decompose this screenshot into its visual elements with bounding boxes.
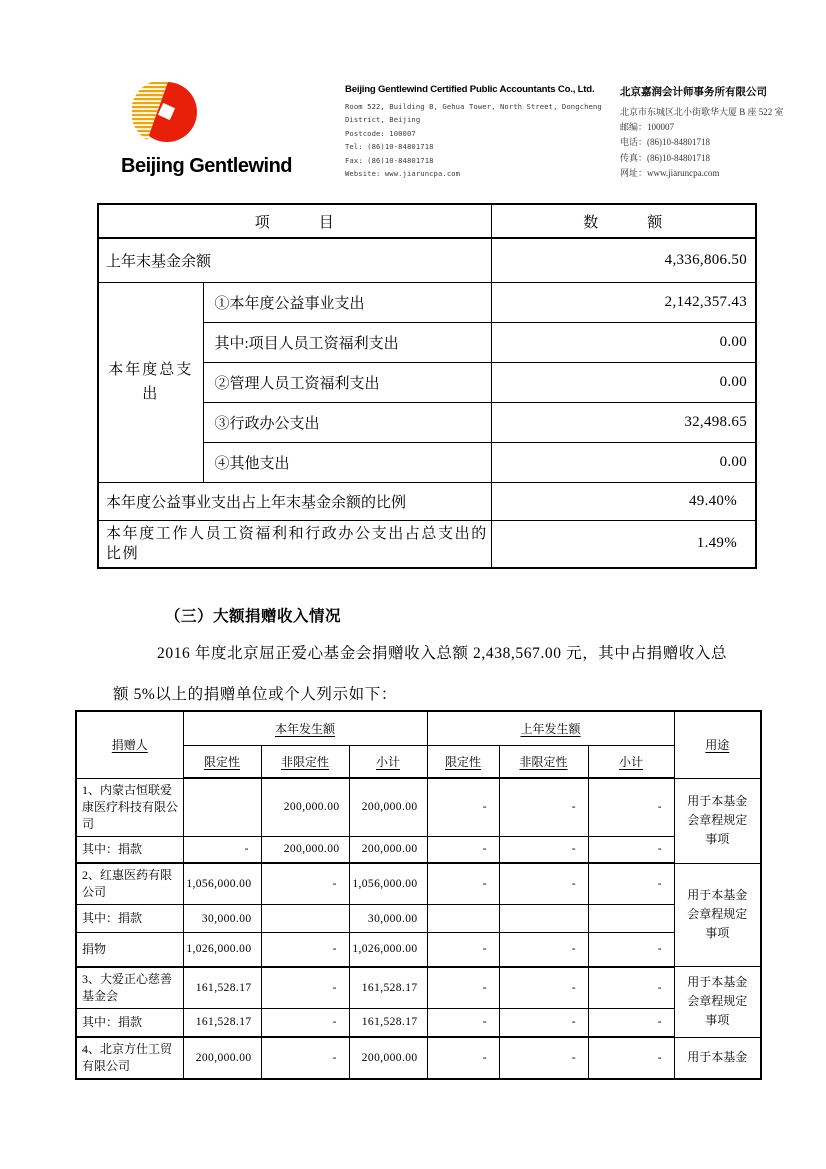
amount-cell: 30,000.00 [183, 905, 261, 933]
amount-cell: - [588, 863, 674, 905]
contact-line-en: Room 522, Building B, Gehua Tower, North Street, Dongcheng [345, 102, 602, 111]
amount-cell: - [183, 836, 261, 863]
amount-cell: - [499, 1008, 588, 1037]
contact-line-zh: 邮编：100007 [620, 122, 675, 133]
amount-cell: 200,000.00 [183, 1037, 261, 1079]
contact-line-en: Tel: (86)10-84801718 [345, 142, 434, 152]
row-value: 0.00 [491, 362, 756, 402]
company-name-zh: 北京嘉润会计师事务所有限公司 [620, 86, 767, 98]
header-cell-restricted: 限定性 [427, 745, 499, 778]
row-value: 0.00 [491, 442, 756, 482]
row-label: 本年度公益事业支出占上年末基金余额的比例 [98, 482, 491, 520]
amount-cell: - [261, 933, 349, 967]
table-row [76, 905, 761, 933]
amount-cell: - [588, 1008, 674, 1037]
amount-cell: 161,528.17 [183, 967, 261, 1009]
table-row [76, 778, 761, 836]
intro-paragraph: 2016 年度北京屈正爱心基金会捐赠收入总额 2,438,567.00 元，其中占捐赠收入总额 5%以上的捐赠单位或个人列示如下： [113, 645, 728, 703]
contact-line-en: Website: www.jiaruncpa.com [345, 169, 461, 179]
amount-cell: 200,000.00 [349, 836, 427, 863]
amount-cell: - [427, 933, 499, 967]
amount-cell: 200,000.00 [349, 778, 427, 836]
header-cell-subtotal: 小计 [349, 745, 427, 778]
row-label: 本年度工作人员工资福利和行政办公支出占总支出的比例 [98, 520, 491, 568]
amount-cell: 200,000.00 [261, 836, 349, 863]
contact-line-en: Postcode: 100007 [345, 128, 416, 138]
group-label-total-expense: 本年度总支出 [98, 282, 203, 482]
purpose-cell: 用于本基金会章程规定事项 [674, 778, 761, 863]
donation-table [75, 710, 762, 1080]
amount-cell [588, 905, 674, 933]
donor-cell: 3、大爱正心慈善基金会 [76, 967, 183, 1009]
amount-cell: 200,000.00 [349, 1037, 427, 1079]
amount-cell [427, 905, 499, 933]
amount-cell [261, 905, 349, 933]
amount-cell: 161,528.17 [349, 1008, 427, 1037]
table-row [76, 836, 761, 863]
donor-cell: 捐物 [76, 933, 183, 967]
row-label: ③行政办公支出 [203, 402, 491, 442]
amount-cell: - [499, 967, 588, 1009]
amount-cell: - [261, 967, 349, 1009]
letterhead-english-block [345, 84, 602, 180]
amount-cell: - [261, 1008, 349, 1037]
amount-cell: 30,000.00 [349, 905, 427, 933]
donor-cell: 2、红惠医药有限公司 [76, 863, 183, 905]
table-row [76, 933, 761, 967]
company-logo-icon [132, 79, 200, 149]
row-label: ④其他支出 [203, 442, 491, 482]
contact-line-zh: 网址：www.jiaruncpa.com [620, 167, 720, 178]
amount-cell: - [427, 1037, 499, 1079]
row-value: 1.49% [491, 520, 756, 568]
expenditure-summary-table [97, 203, 757, 569]
header-cell-prev-year: 上年发生额 [427, 711, 674, 745]
header-cell-restricted: 限定性 [183, 745, 261, 778]
amount-cell: - [588, 1037, 674, 1079]
donor-cell: 4、北京方仕工贸有限公司 [76, 1037, 183, 1079]
contact-line-zh: 传真：(86)10-84801718 [620, 152, 710, 163]
purpose-cell: 用于本基金会章程规定事项 [674, 863, 761, 967]
table-row [76, 863, 761, 905]
header-cell-purpose: 用途 [674, 711, 761, 778]
row-label: 其中:项目人员工资福利支出 [203, 322, 491, 362]
contact-line-en: District, Beijing [345, 115, 421, 125]
header-cell-amount: 数 额 [491, 204, 756, 238]
amount-cell: - [499, 933, 588, 967]
letterhead-chinese-block [620, 84, 826, 181]
contact-line-zh: 电话：(86)10-84801718 [620, 137, 710, 148]
amount-cell: - [427, 1008, 499, 1037]
table-row [98, 238, 756, 282]
contact-line-en: Fax: (86)10-84801718 [345, 155, 434, 165]
amount-cell: - [588, 933, 674, 967]
amount-cell: - [588, 778, 674, 836]
table-row [98, 520, 756, 568]
header-cell-subtotal: 小计 [588, 745, 674, 778]
header-cell-current-year: 本年发生额 [183, 711, 427, 745]
amount-cell [499, 905, 588, 933]
row-value: 4,336,806.50 [491, 238, 756, 282]
header-cell-unrestricted: 非限定性 [261, 745, 349, 778]
header-cell-item: 项 目 [98, 204, 491, 238]
row-value: 2,142,357.43 [491, 282, 756, 322]
table-row [98, 482, 756, 520]
amount-cell: - [427, 863, 499, 905]
amount-cell [183, 778, 261, 836]
row-value: 0.00 [491, 322, 756, 362]
company-name-en: Beijing Gentlewind Certified Public Accountants Co., Ltd. [345, 84, 595, 95]
table-row [98, 282, 756, 322]
amount-cell: - [427, 836, 499, 863]
table-row [76, 1037, 761, 1079]
amount-cell: - [499, 1037, 588, 1079]
purpose-cell: 用于本基金会章程规定事项 [674, 967, 761, 1038]
amount-cell: - [427, 967, 499, 1009]
row-label: ①本年度公益事业支出 [203, 282, 491, 322]
row-value: 32,498.65 [491, 402, 756, 442]
table-row [76, 1008, 761, 1037]
amount-cell: 161,528.17 [183, 1008, 261, 1037]
row-label: 上年末基金余额 [98, 238, 491, 282]
amount-cell: 200,000.00 [261, 778, 349, 836]
amount-cell: 1,026,000.00 [183, 933, 261, 967]
table-header-row [76, 711, 761, 745]
amount-cell: - [499, 836, 588, 863]
amount-cell: - [588, 836, 674, 863]
amount-cell: 161,528.17 [349, 967, 427, 1009]
amount-cell: - [261, 1037, 349, 1079]
header-cell-donor: 捐赠人 [76, 711, 183, 778]
amount-cell: - [588, 967, 674, 1009]
donor-cell: 其中：捐款 [76, 905, 183, 933]
company-wordmark: Beijing Gentlewind [121, 155, 293, 177]
donor-cell: 其中：捐款 [76, 836, 183, 863]
contact-line-zh: 北京市东城区北小街歌华大厦 B 座 522 室 [620, 107, 784, 117]
amount-cell: - [427, 778, 499, 836]
amount-cell: 1,056,000.00 [183, 863, 261, 905]
donor-cell: 其中：捐款 [76, 1008, 183, 1037]
table-header-row [98, 204, 756, 238]
purpose-cell: 用于本基金 [674, 1037, 761, 1079]
amount-cell: 1,026,000.00 [349, 933, 427, 967]
section-heading: （三）大额捐赠收入情况 [165, 608, 342, 625]
donor-cell: 1、内蒙古恒联爱康医疗科技有限公司 [76, 778, 183, 836]
header-cell-unrestricted: 非限定性 [499, 745, 588, 778]
amount-cell: - [499, 778, 588, 836]
amount-cell: - [261, 863, 349, 905]
amount-cell: 1,056,000.00 [349, 863, 427, 905]
amount-cell: - [499, 863, 588, 905]
row-label: ②管理人员工资福利支出 [203, 362, 491, 402]
table-row [76, 967, 761, 1009]
row-value: 49.40% [491, 482, 756, 520]
